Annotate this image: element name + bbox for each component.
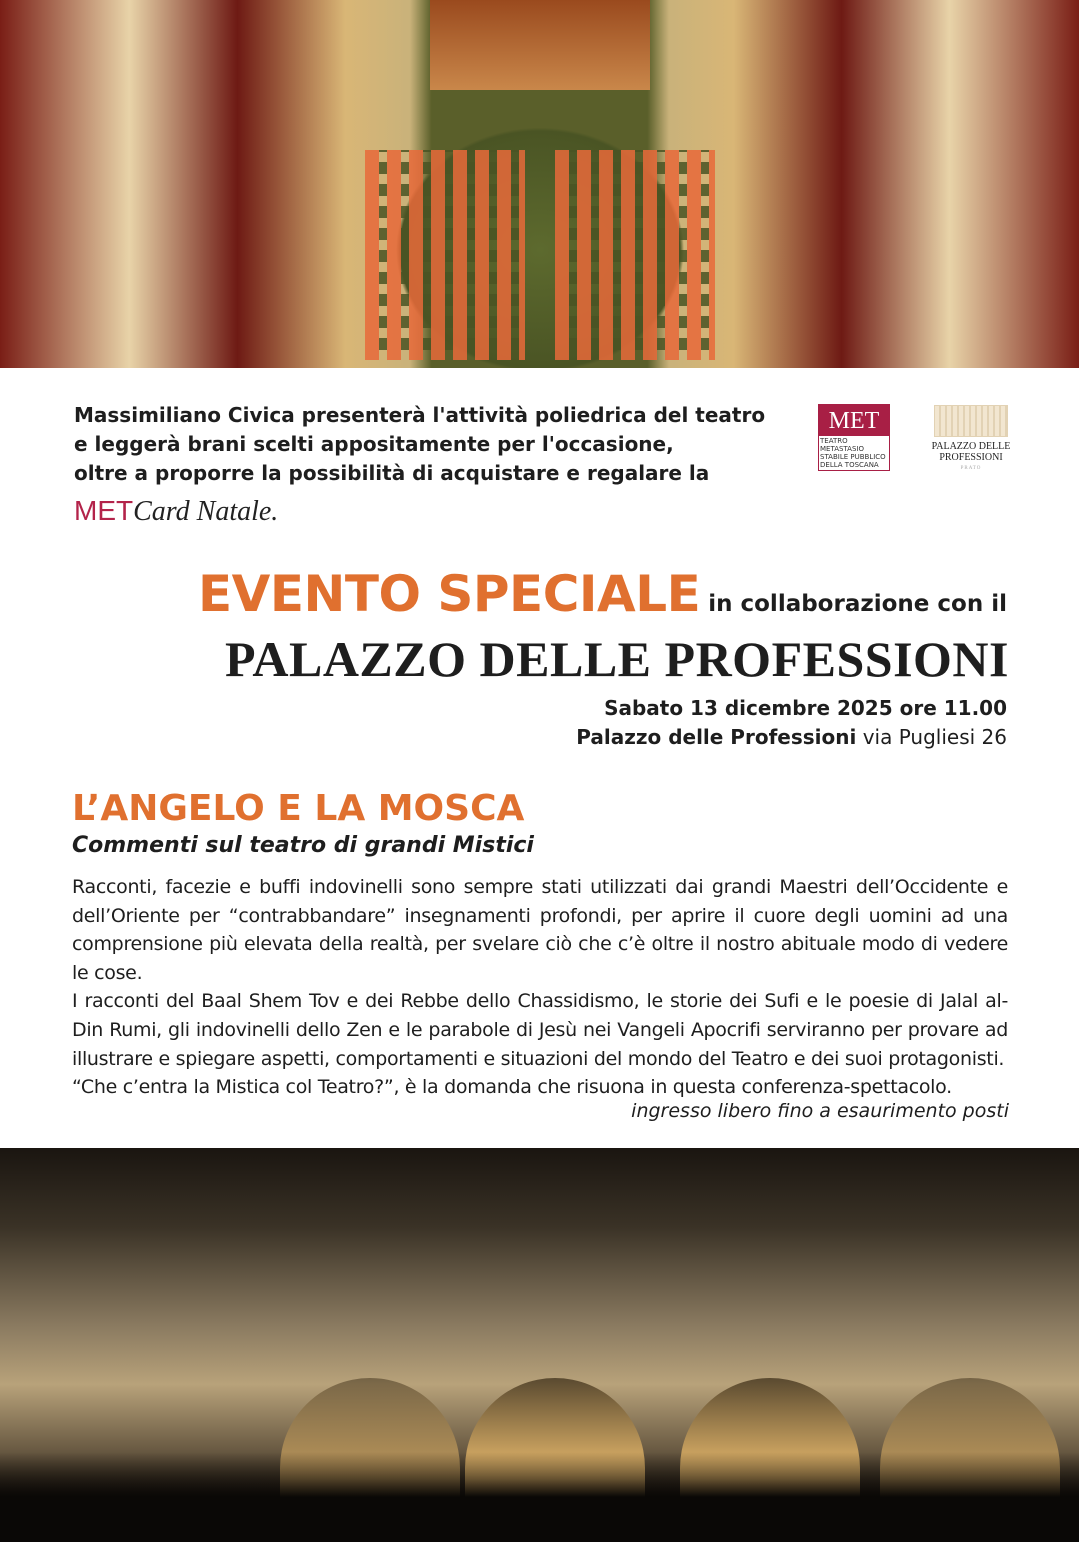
intro-line: e leggerà brani scelti appositamente per l'occasione,	[74, 432, 674, 456]
theatre-interior-photo	[0, 0, 1079, 368]
theatre-facade-photo	[0, 1148, 1079, 1542]
building-icon	[934, 405, 1008, 437]
met-logo	[818, 404, 890, 469]
met-logo-line: DELLA TOSCANA	[820, 461, 879, 469]
intro-line: oltre a proporre la possibilità di acquistare e regalare la	[74, 461, 710, 485]
seats-right	[555, 150, 715, 360]
talk-subtitle: Commenti sul teatro di grandi Mistici	[72, 833, 534, 858]
event-partner: PALAZZO DELLE PROFESSIONI	[225, 631, 1009, 687]
palazzo-logo-line: PALAZZO DELLE	[931, 441, 1011, 452]
metcard-name: Card Natale.	[133, 496, 279, 527]
seats-left	[365, 150, 525, 360]
met-logo-line: TEATRO METASTASIO	[820, 437, 864, 453]
metcard-natale	[74, 494, 278, 528]
paragraph: “Che c’entra la Mistica col Teatro?”, è la domanda che risuona in questa conferenza-spettacolo.	[72, 1076, 952, 1099]
event-label: EVENTO SPECIALE	[198, 565, 701, 623]
intro-text	[74, 401, 765, 488]
event-address: via Pugliesi 26	[862, 725, 1007, 749]
palazzo-logo-line: PROFESSIONI	[939, 452, 1003, 463]
stage	[430, 0, 650, 90]
met-logo-mark: MET	[818, 404, 890, 436]
talk-description	[72, 873, 1008, 1102]
palazzo-logo-city: PRATO	[960, 466, 982, 471]
event-heading	[198, 565, 1007, 623]
met-logo-line: STABILE PUBBLICO	[820, 453, 886, 461]
event-venue: Palazzo delle Professioni	[576, 725, 857, 749]
metcard-brand: MET	[74, 495, 134, 526]
crowd	[0, 1452, 1079, 1542]
palazzo-logo	[930, 405, 1012, 474]
talk-title: L’ANGELO E LA MOSCA	[72, 788, 525, 829]
paragraph: Racconti, facezie e buffi indovinelli sono sempre stati utilizzati dai grandi Maestri dell’Occidente e dell’Oriente per “contrabbandare” insegnamenti profondi, per aprire il cuore degli uomini ad una comprensione più elevata della realtà, per svelare ciò che c’è oltre il nostro abituale modo di vedere le cose.	[72, 876, 1008, 984]
event-date: Sabato 13 dicembre 2025 ore 11.00	[604, 696, 1007, 720]
event-collab: in collaborazione con il	[708, 591, 1007, 617]
event-details	[576, 694, 1007, 752]
admission-note: ingresso libero fino a esaurimento posti	[631, 1100, 1009, 1122]
intro-line: Massimiliano Civica presenterà l'attività poliedrica del teatro	[74, 403, 766, 427]
paragraph: I racconti del Baal Shem Tov e dei Rebbe dello Chassidismo, le storie dei Sufi e le poesie di Jalal al-Din Rumi, gli indovinelli dello Zen e le parabole di Jesù nei Vangeli Apocrifi serviranno per provare ad illustrare e spiegare aspetti, comportamenti e situazioni del mondo del Teatro e dei suoi protagonisti.	[72, 990, 1008, 1070]
